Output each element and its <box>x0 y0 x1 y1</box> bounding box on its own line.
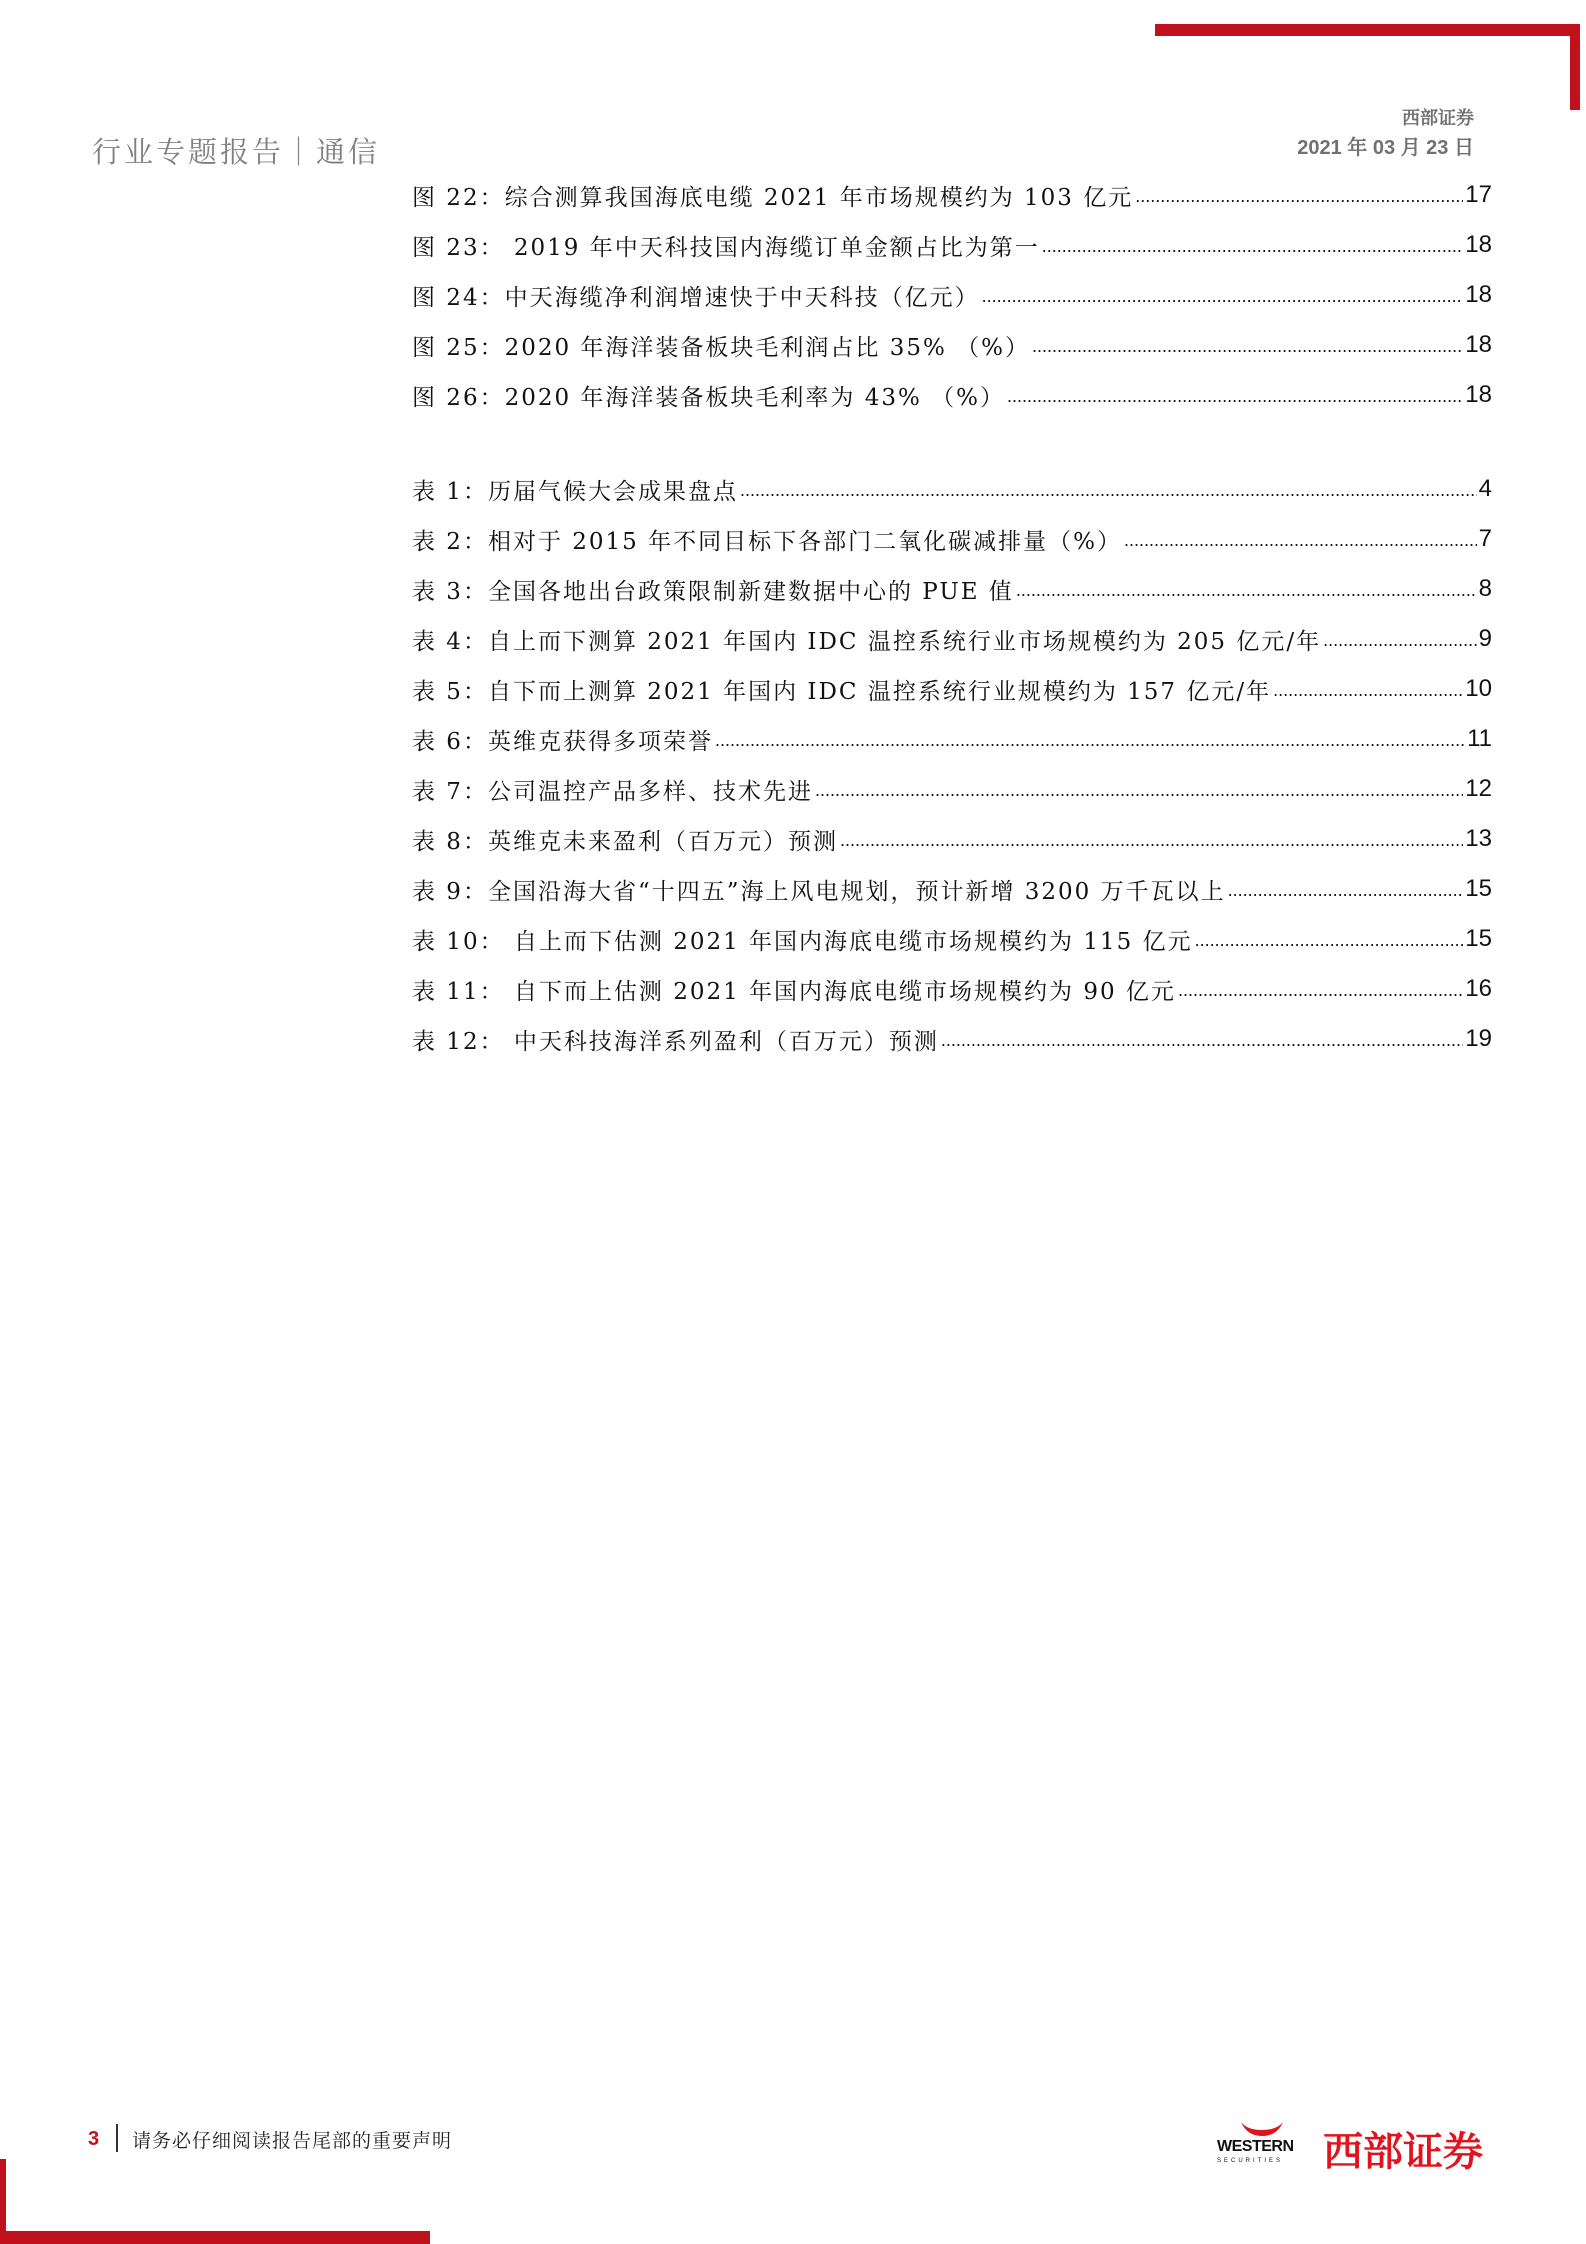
disclaimer-note: 请务必仔细阅读报告尾部的重要声明 <box>132 2130 453 2152</box>
toc-entry-label: 表 3：全国各地出台政策限制新建数据中心的 PUE 值 <box>412 578 1014 605</box>
toc-entry-label: 表 1：历届气候大会成果盘点 <box>412 478 738 505</box>
toc-entry[interactable] <box>412 464 1492 514</box>
toc-entry-label: 图 23： 2019 年中天科技国内海缆订单金额占比为第一 <box>412 234 1040 261</box>
toc-entry-page: 19 <box>1465 1025 1492 1052</box>
toc-entry-page: 12 <box>1465 775 1492 802</box>
report-date: 2021 年 03 月 23 日 <box>1297 137 1474 159</box>
toc-entry-label: 表 12： 中天科技海洋系列盈利（百万元）预测 <box>412 1028 939 1055</box>
toc-entry-label: 表 6：英维克获得多项荣誉 <box>412 728 713 755</box>
toc-entry-label: 表 11： 自下而上估测 2021 年国内海底电缆市场规模约为 90 亿元 <box>412 978 1176 1005</box>
toc-leader-dots <box>1032 336 1463 370</box>
toc-leader-dots <box>840 830 1463 864</box>
toc-entry[interactable] <box>412 514 1492 564</box>
toc-leader-dots <box>1135 186 1463 220</box>
toc-entry-page: 18 <box>1465 281 1492 308</box>
toc-entry-page: 16 <box>1465 975 1492 1002</box>
toc-entry[interactable] <box>412 220 1492 270</box>
toc-entry-label: 表 10： 自上而下估测 2021 年国内海底电缆市场规模约为 115 亿元 <box>412 928 1193 955</box>
logo-english-sub: SECURITIES <box>1217 2158 1284 2164</box>
page-number: 3 <box>88 2128 100 2150</box>
toc-entry-page: 15 <box>1465 925 1492 952</box>
toc-entry[interactable] <box>412 714 1492 764</box>
toc-leader-dots <box>815 780 1463 814</box>
bull-horn-icon <box>1237 2120 1287 2140</box>
toc-leader-dots <box>1273 680 1463 714</box>
toc-entry-page: 17 <box>1465 181 1492 208</box>
toc-entry-page: 18 <box>1465 381 1492 408</box>
toc-entry-page: 9 <box>1478 625 1492 652</box>
toc-entry[interactable] <box>412 270 1492 320</box>
toc-leader-dots <box>941 1030 1463 1064</box>
toc-entry[interactable] <box>412 914 1492 964</box>
toc-entry[interactable] <box>412 664 1492 714</box>
top-red-bar <box>1155 24 1580 36</box>
toc-entry[interactable] <box>412 1014 1492 1064</box>
header-company: 西部证券 <box>1402 108 1474 129</box>
toc-entry-page: 18 <box>1465 331 1492 358</box>
toc-entry-page: 18 <box>1465 231 1492 258</box>
toc-entry-page: 7 <box>1478 525 1492 552</box>
toc-entry-label: 图 24：中天海缆净利润增速快于中天科技（亿元） <box>412 284 980 311</box>
toc-entry[interactable] <box>412 370 1492 420</box>
toc-entry[interactable] <box>412 864 1492 914</box>
toc-entry[interactable] <box>412 564 1492 614</box>
toc-entry-page: 8 <box>1478 575 1492 602</box>
toc-entry-label: 图 26：2020 年海洋装备板块毛利率为 43% （%） <box>412 384 1006 411</box>
toc-entry-label: 图 25：2020 年海洋装备板块毛利润占比 35% （%） <box>412 334 1031 361</box>
figure-index <box>412 170 1492 420</box>
toc-entry-label: 表 4：自上而下测算 2021 年国内 IDC 温控系统行业市场规模约为 205 亿元/年 <box>412 628 1322 655</box>
toc-entry-page: 13 <box>1465 825 1492 852</box>
toc-leader-dots <box>1195 930 1464 964</box>
toc-entry[interactable] <box>412 814 1492 864</box>
logo-english: WESTERN <box>1217 2138 1294 2155</box>
toc-entry-label: 表 8：英维克未来盈利（百万元）预测 <box>412 828 838 855</box>
toc-leader-dots <box>1016 580 1477 614</box>
toc-leader-dots <box>1124 530 1477 564</box>
toc-leader-dots <box>982 286 1464 320</box>
toc-leader-dots <box>1042 236 1464 270</box>
toc-entry-page: 11 <box>1467 725 1492 752</box>
toc-entry[interactable] <box>412 764 1492 814</box>
table-index <box>412 464 1492 1064</box>
footer-divider <box>116 2124 118 2152</box>
toc-leader-dots <box>1228 880 1464 914</box>
toc-entry-label: 表 7：公司温控产品多样、技术先进 <box>412 778 813 805</box>
toc-entry-label: 表 5：自下而上测算 2021 年国内 IDC 温控系统行业规模约为 157 亿元/年 <box>412 678 1272 705</box>
bottom-red-bar <box>0 2231 430 2244</box>
toc-leader-dots <box>1323 630 1477 664</box>
top-right-red-bar <box>1570 24 1580 110</box>
toc-entry-label: 图 22：综合测算我国海底电缆 2021 年市场规模约为 103 亿元 <box>412 184 1134 211</box>
toc-entry-label: 表 9：全国沿海大省“十四五”海上风电规划，预计新增 3200 万千瓦以上 <box>412 878 1226 905</box>
toc-entry-page: 4 <box>1478 475 1492 502</box>
toc-leader-dots <box>1178 980 1463 1014</box>
toc-entry-page: 15 <box>1465 875 1492 902</box>
toc-entry-label: 表 2：相对于 2015 年不同目标下各部门二氧化碳减排量（%） <box>412 528 1122 555</box>
toc-leader-dots <box>715 730 1465 764</box>
company-logo <box>1215 2120 1505 2175</box>
toc-entry[interactable] <box>412 320 1492 370</box>
report-type: 行业专题报告｜通信 <box>92 135 381 169</box>
toc-entry[interactable] <box>412 170 1492 220</box>
logo-chinese: 西部证券 <box>1323 2129 1483 2175</box>
toc-entry[interactable] <box>412 964 1492 1014</box>
toc-leader-dots <box>1007 386 1463 420</box>
toc-entry-page: 10 <box>1465 675 1492 702</box>
toc-entry[interactable] <box>412 614 1492 664</box>
toc-leader-dots <box>740 480 1477 514</box>
